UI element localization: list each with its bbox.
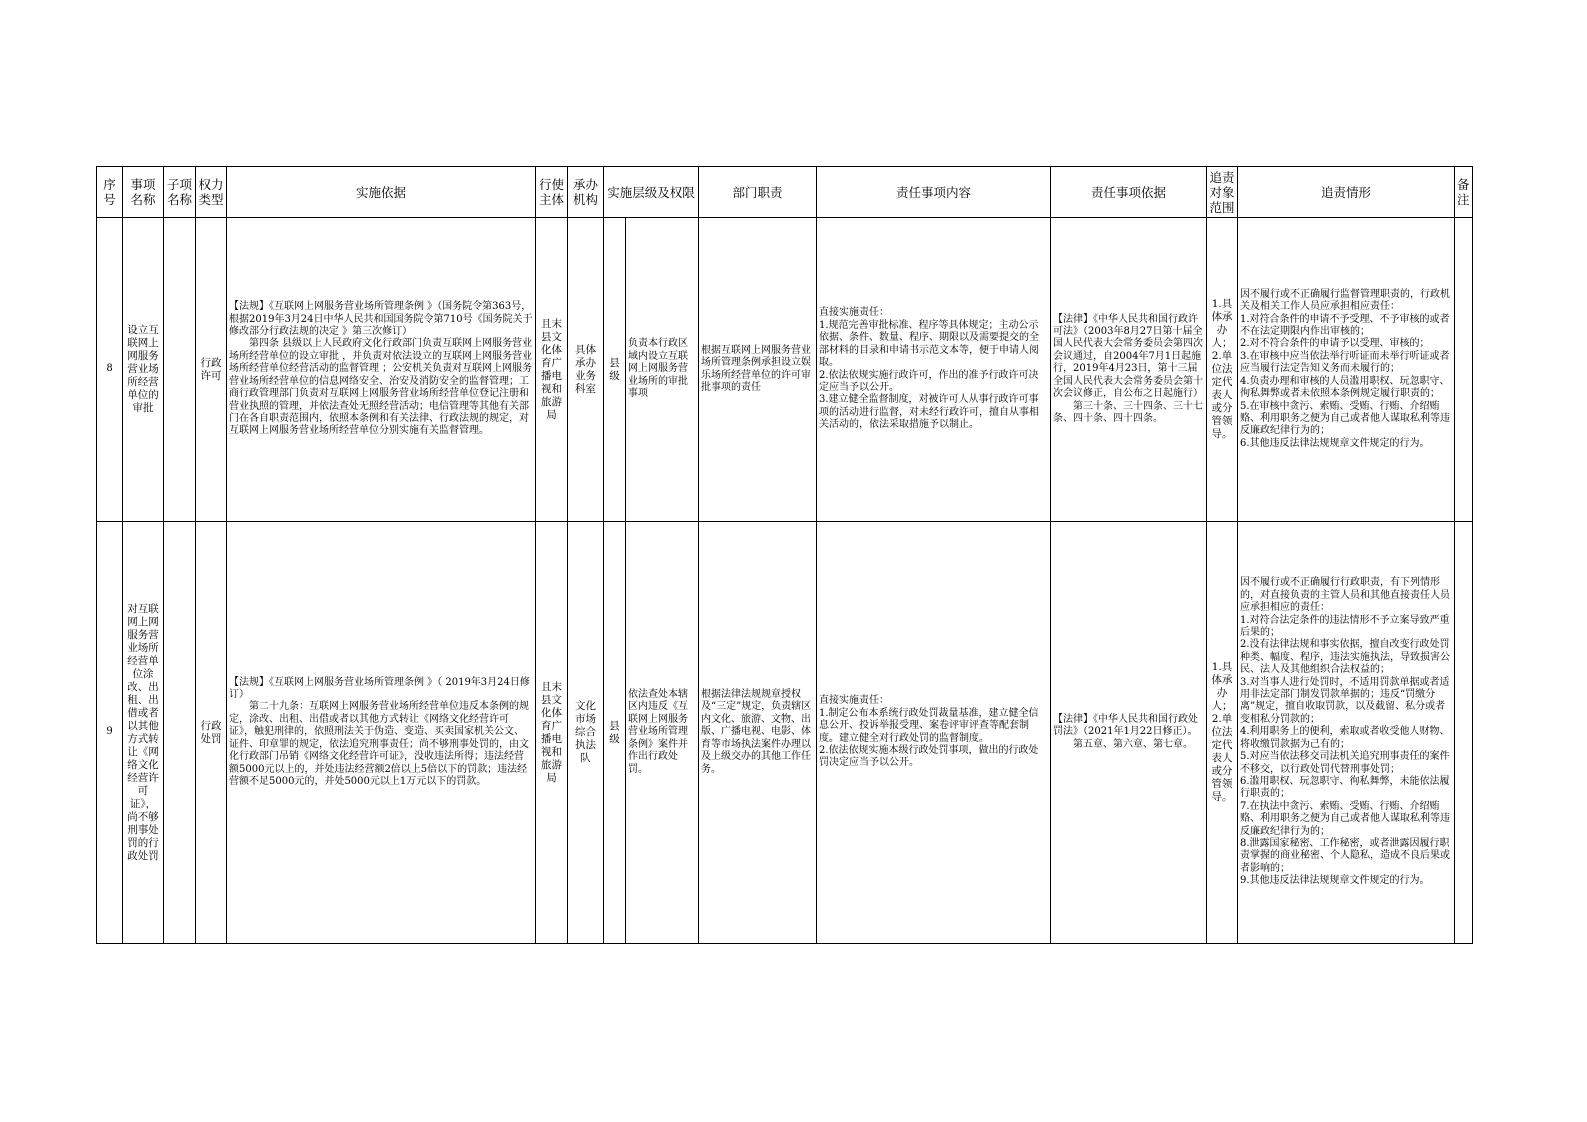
cell-basis (227, 218, 536, 522)
situation-line: 4.利用职务上的便利，索取或者收受他人财物、将收缴罚款据为己有的； (1240, 726, 1450, 750)
situation-line: 5.在审核中贪污、索贿、受贿、行贿、介绍贿赂、利用职务之便为自己或者他人谋取私利等违反廉政纪律行为的； (1240, 400, 1450, 437)
cell-scope: 1.具体承办人；2.单位法定代表人或分管领导。 (1207, 218, 1238, 522)
situation-line: 7.在执法中贪污、索贿、受贿、行贿、介绍贿赂、利用职务之便为自己或者他人谋取私利等违反廉政纪律行为的； (1240, 800, 1450, 837)
header-sub-item: 子项名称 (164, 167, 196, 218)
basis-article: 第二十九条：互联网上网服务营业场所经营单位违反本条例的规定，涂改、出租、出借或者以其他方式转让《网络文化经营许可证》，触犯刑律的，依照刑法关于伪造、变造、买卖国家机关公文、证件、印章罪的规定，依法追究刑事责任；尚不够刑事处罚的，由文化行政部门吊销《网络文化经营许可证》，没收违法所得；违法经营额5000元以上的，并处违法经营额2倍以上5倍以下的罚款；违法经营额不足5000元的，并处5000元以上1万元以下的罚款。 (229, 701, 529, 787)
situation-line: 因不履行或不正确履行监督管理职责的，行政机关及相关工作人员应承担相应责任： (1240, 288, 1450, 313)
resp-basis-law: 【法律】《中华人民共和国行政处罚法》（2021年1月22日修正）。 (1053, 713, 1198, 738)
responsibility-line: 3.建立健全监督制度，对被许可人从事行政许可事项的活动进行监督，对未经行政许可，擅自从事相关活动的，依法采取措施予以制止。 (819, 394, 1039, 431)
header-seq: 序号 (97, 167, 123, 218)
cell-level: 县级 (604, 522, 626, 944)
situation-line: 6.其他违反法律法规规章文件规定的行为。 (1240, 437, 1430, 449)
header-item-name: 事项名称 (123, 167, 164, 218)
cell-agency: 具体承办业务科室 (568, 218, 604, 522)
power-list-table (96, 166, 1473, 944)
header-scope: 追责对象范围 (1207, 167, 1238, 218)
cell-level: 县级 (604, 218, 626, 522)
responsibility-line: 2.依法依规实施行政许可，作出的准予行政许可决定应当予以公开。 (819, 369, 1039, 393)
header-subject: 行使主体 (536, 167, 568, 218)
cell-subject: 且末县文化体育广播电视和旅游局 (536, 218, 568, 522)
situation-line: 3.在审核中应当依法举行听证而未举行听证或者应当履行法定告知义务而未履行的； (1240, 350, 1450, 375)
cell-duty: 根据法律法规规章授权及“三定”规定，负责辖区内文化、旅游、文物、出版、广播电视、电影、体育等市场执法案件办理以及上级交办的其他工作任务。 (699, 522, 817, 944)
cell-power-type: 行政处罚 (196, 522, 227, 944)
situation-line: 5.对应当依法移交司法机关追究刑事责任的案件不移交，以行政处罚代替刑事处罚； (1240, 751, 1450, 775)
responsibility-line: 2.依法依规实施本级行政处罚事项，做出的行政处罚决定应当予以公开。 (819, 744, 1039, 769)
situation-line: 因不履行或不正确履行行政职责，有下列情形的，对直接负责的主管人员和其他直接责任人员应承担相应的责任： (1240, 577, 1450, 614)
cell-seq: 8 (97, 218, 123, 522)
header-level: 实施层级及权限 (604, 167, 699, 218)
header-agency: 承办机构 (568, 167, 604, 218)
situation-line: 3.对当事人进行处罚时，不适用罚款单据或者适用非法定部门制发罚款单据的；违反“罚缴分离”规定，擅自收取罚款，以及截留、私分或者变相私分罚款的； (1240, 676, 1450, 725)
cell-sub-item (164, 522, 196, 944)
cell-situation (1238, 522, 1455, 944)
header-responsibility: 责任事项内容 (817, 167, 1051, 218)
responsibility-line: 1.规范完善审批标准、程序等具体规定；主动公示依据、条件、数量、程序、期限以及需要提交的全部材料的目录和申请书示范文本等，便于申请人阅取。 (819, 319, 1039, 369)
cell-power-type: 行政许可 (196, 218, 227, 522)
resp-basis-articles: 第三十条、三十四条、三十七条、四十条、四十四条。 (1053, 400, 1203, 424)
header-row (97, 167, 1473, 218)
cell-level-detail: 负责本行政区域内设立互联网上网服务营业场所的审批事项 (626, 218, 699, 522)
cell-agency: 文化市场综合执法队 (568, 522, 604, 944)
situation-line: 2.没有法律法规和事实依据，擅自改变行政处罚种类、幅度、程序，违法实施执法，导致损害公民、法人及其他组织合法权益的； (1240, 639, 1450, 676)
situation-line: 9.其他违反法律法规规章文件规定的行为。 (1240, 875, 1430, 887)
cell-resp-basis (1051, 218, 1207, 522)
cell-remark (1455, 522, 1473, 944)
basis-law: 【法规】《互联网上网服务营业场所管理条例 》（国务院令第363号，根据2019年3月24日中华人民共和国国务院令第710号《国务院关于修改部分行政法规的决定 》第三次修订） (229, 301, 533, 338)
cell-item-name: 设立互联网上网服务营业场所经营单位的审批 (123, 218, 164, 522)
table-row (97, 522, 1473, 944)
cell-sub-item (164, 218, 196, 522)
cell-level-detail: 依法查处本辖区内违反《互联网上网服务营业场所管理条例》案件并作出行政处罚。 (626, 522, 699, 944)
cell-seq: 9 (97, 522, 123, 944)
header-remark: 备注 (1455, 167, 1473, 218)
header-situation: 追责情形 (1238, 167, 1455, 218)
cell-item-name: 对互联网上网服务营业场所经营单位涂改、出租、出借或者以其他方式转让《网络文化经营许可证》，尚不够刑事处罚的行政处罚 (123, 522, 164, 944)
cell-remark (1455, 218, 1473, 522)
header-power-type: 权力类型 (196, 167, 227, 218)
header-resp-basis: 责任事项依据 (1051, 167, 1207, 218)
situation-line: 8.泄露国家秘密、工作秘密，或者泄露因履行职责掌握的商业秘密、个人隐私，造成不良后果或者影响的； (1240, 837, 1450, 874)
cell-resp-basis (1051, 522, 1207, 944)
header-basis: 实施依据 (227, 167, 536, 218)
resp-basis-law: 【法律】《中华人民共和国行政许可法》（2003年8月27日第十届全国人民代表大会常务委员会第四次会议通过，自2004年7月1日起施行，2019年4月23日，第十三届全国人民代表大会常务委员会第十次会议修正，自公布之日起施行） (1053, 313, 1203, 400)
responsibility-line: 直接实施责任： (819, 695, 889, 707)
cell-responsibility (817, 522, 1051, 944)
cell-basis (227, 522, 536, 944)
resp-basis-articles: 第五章、第六章、第七章。 (1073, 738, 1193, 750)
situation-line: 2.对不符合条件的申请予以受理、审核的； (1240, 338, 1430, 350)
situation-line: 1.对符合条件的申请不予受理、不予审核的或者不在法定期限内作出审核的； (1240, 313, 1450, 338)
header-duty: 部门职责 (699, 167, 817, 218)
basis-article: 第四条 县级以上人民政府文化行政部门负责互联网上网服务营业场所经营单位的设立审批 ，并负责对依法设立的互联网上网服务营业场所经营单位经营活动的监督管理 ；公安机关负责对互联网上网服务营业场所经营单位的信息网络安全、治安及消防安全的监督管理；工商行政管理部门负责对互联网上网服务营业场所经营单位登记注册和营业执照的管理，并依法查处无照经营活动；电信管理等其他有关部门在各自职责范围内，依照本条例和有关法律、行政法规的规定，对互联网上网服务营业场所经营单位分别实施有关监督管理。 (229, 338, 533, 437)
situation-line: 4.负责办理和审核的人员滥用职权、玩忽职守、徇私舞弊或者未依照本条例规定履行职责的； (1240, 375, 1450, 400)
responsibility-line: 1.制定公布本系统行政处罚裁量基准，建立健全信息公开、投诉举报受理、案卷评审评查等配套制度。建立健全对行政处罚的监督制度。 (819, 707, 1039, 744)
situation-line: 6.滥用职权、玩忽职守、徇私舞弊，未能依法履行职责的； (1240, 775, 1450, 800)
basis-law: 【法规】《互联网上网服务营业场所管理条例 》（ 2019年3月24日修订） (229, 676, 530, 701)
cell-subject: 且末县文化体育广播电视和旅游局 (536, 522, 568, 944)
situation-line: 1.对符合法定条件的违法情形不予立案导致严重后果的； (1240, 614, 1450, 639)
responsibility-line: 直接实施责任： (819, 307, 889, 319)
table-row (97, 218, 1473, 522)
cell-duty: 根据互联网上网服务营业场所管理条例承担设立娱乐场所经营单位的许可审批事项的责任 (699, 218, 817, 522)
cell-situation (1238, 218, 1455, 522)
cell-scope: 1.具体承办人；2.单位法定代表人或分管领导。 (1207, 522, 1238, 944)
cell-responsibility (817, 218, 1051, 522)
